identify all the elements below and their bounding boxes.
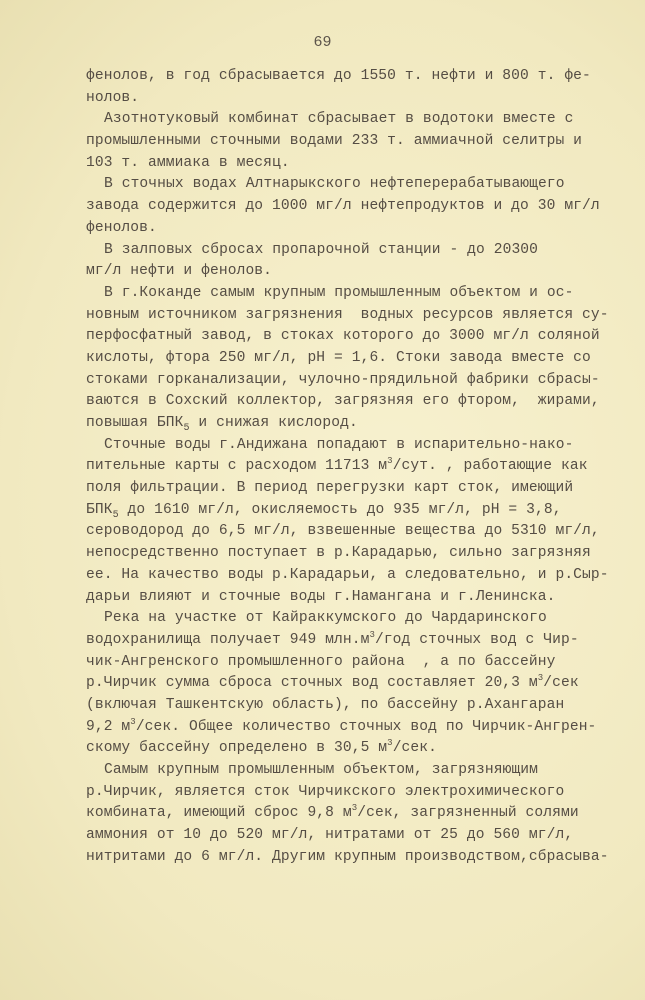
text-segment: 103 т. аммиака в месяц. [86,154,290,171]
text-segment: Самым крупным промышленным объектом, загрязняющим [104,762,539,778]
superscript: 3 [130,716,136,727]
text-segment: ее. На качество воды р.Карадарьи, а следовательно, и р.Сыр- [86,566,609,583]
text-line [86,847,609,869]
text-line [86,261,606,283]
text-line [86,131,606,153]
text-line [86,88,606,110]
text-segment: Азотнотуковый комбинат сбрасывает в водотоки вместе с [104,111,574,128]
text-segment: кислоты, фтора 250 мг/л, pH = 1,6. Стоки завода вместе со [86,349,591,366]
text-line [86,456,606,478]
text-line [86,717,606,739]
text-line [86,630,606,652]
text-segment: /сек. [392,740,437,757]
text-line [86,391,606,413]
text-segment: до 1610 мг/л, окисляемость до 935 мг/л, pH = 3,8, [118,501,562,518]
subscript: 5 [112,509,119,521]
text-segment: 9,2 м [86,718,131,735]
text-segment: р.Чирчик, является сток Чирчикского электрохимического [86,783,565,800]
text-segment: непосредственно поступает в р.Карадарью, сильно загрязняя [86,545,591,562]
text-segment: (включая Ташкентскую область), по бассейну р.Ахангаран [86,696,565,713]
text-segment: р.Чирчик сумма сброса сточных вод составляет 20,3 м [86,675,538,692]
text-segment: В сточных водах Алтнарыкского нефтеперерабатывающего [104,176,565,193]
text-segment: /сек. Общее количество сточных вод по Чирчик-Ангрен- [135,718,597,735]
text-segment: аммония от 10 до 520 мг/л, нитратами от 25 до 560 мг/л, [86,827,574,844]
text-segment: Река на участке от Кайраккумского до Чардаринского [104,610,547,627]
text-line [86,695,606,717]
text-segment: сероводород до 6,5 мг/л, взвешенные вещества до 5310 мг/л, [86,523,600,540]
text-segment: В г.Коканде самым крупным промышленным объектом и ос- [104,284,574,301]
superscript: 3 [387,738,393,749]
page-number: 69 [313,34,332,51]
text-line [86,478,606,500]
text-line [86,413,606,435]
superscript: 3 [537,673,544,684]
text-line [86,218,606,240]
subscript: 5 [183,423,190,434]
text-line [86,608,606,630]
text-segment: Сточные воды г.Андижана попадают в испарительно-нако- [104,436,574,453]
text-segment: завода содержится до 1000 мг/л нефтепродуктов и до 30 мг/л [86,198,600,215]
text-segment: и снижая кислород. [189,415,358,431]
text-segment: повышая БПК [86,415,184,431]
text-segment: В залповых сбросах пропарочной станции - до 20300 [104,241,539,258]
text-segment: /сут. , работающие как [392,458,588,475]
text-segment: фенолов. [86,219,157,236]
text-line [86,174,606,196]
text-segment: мг/л нефти и фенолов. [86,263,273,280]
text-segment: БПК [86,501,113,518]
text-segment: пительные карты с расходом 11713 м [86,458,388,475]
superscript: 3 [387,456,393,467]
text-line [86,803,606,825]
text-line [86,305,609,327]
text-segment: /год сточных вод с Чир- [374,631,579,648]
text-line [86,652,606,674]
superscript: 3 [351,803,358,814]
text-line [86,543,606,565]
text-segment: скому бассейну определено в 30,5 м [86,740,388,757]
text-line [86,109,606,131]
text-segment: перфосфатный завод, в стоках которого до 3000 мг/л соляной [86,328,600,345]
text-line [86,782,606,804]
text-line [86,153,606,175]
text-segment: чик-Ангренского промышленного района , а по бассейну [86,653,556,670]
text-line [86,500,606,522]
text-line [86,565,609,587]
text-line [86,196,606,218]
text-line [86,283,606,305]
text-segment: дарьи влияют и сточные воды г.Намангана и г.Ленинска. [86,588,556,605]
text-line [86,825,606,847]
text-line [86,326,606,348]
text-line [86,348,606,370]
text-line [86,760,606,782]
text-segment: водохранилища получает 949 млн.м [86,631,370,648]
text-segment: поля фильтрации. В период перегрузки карт сток, имеющий [86,480,574,497]
body-text [86,66,609,868]
text-segment: ваются в Сохский коллектор, загрязняя его фтором, жирами, [86,393,600,410]
text-line [86,587,606,609]
text-segment: нитритами до 6 мг/л. Другим крупным производством,сбрасыва- [86,848,609,865]
text-segment: стоками горканализации, чулочно-прядильной фабрики сбрасы- [86,371,600,388]
text-line [86,521,606,543]
text-line [86,240,606,262]
text-segment: /сек [543,675,579,692]
text-line [86,673,606,695]
text-segment: новным источником загрязнения водных ресурсов является су- [86,306,609,323]
superscript: 3 [369,629,375,640]
text-segment: комбината, имеющий сброс 9,8 м [86,805,352,822]
text-line [86,738,606,760]
text-segment: нолов. [86,89,140,106]
text-line [86,66,606,88]
text-line [86,435,606,457]
text-segment: промышленными сточными водами 233 т. аммиачной селитры и [86,133,583,150]
text-segment: фенолов, в год сбрасывается до 1550 т. нефти и 800 т. фе- [86,68,591,84]
text-line [86,370,606,392]
text-segment: /сек, загрязненный солями [357,805,579,822]
